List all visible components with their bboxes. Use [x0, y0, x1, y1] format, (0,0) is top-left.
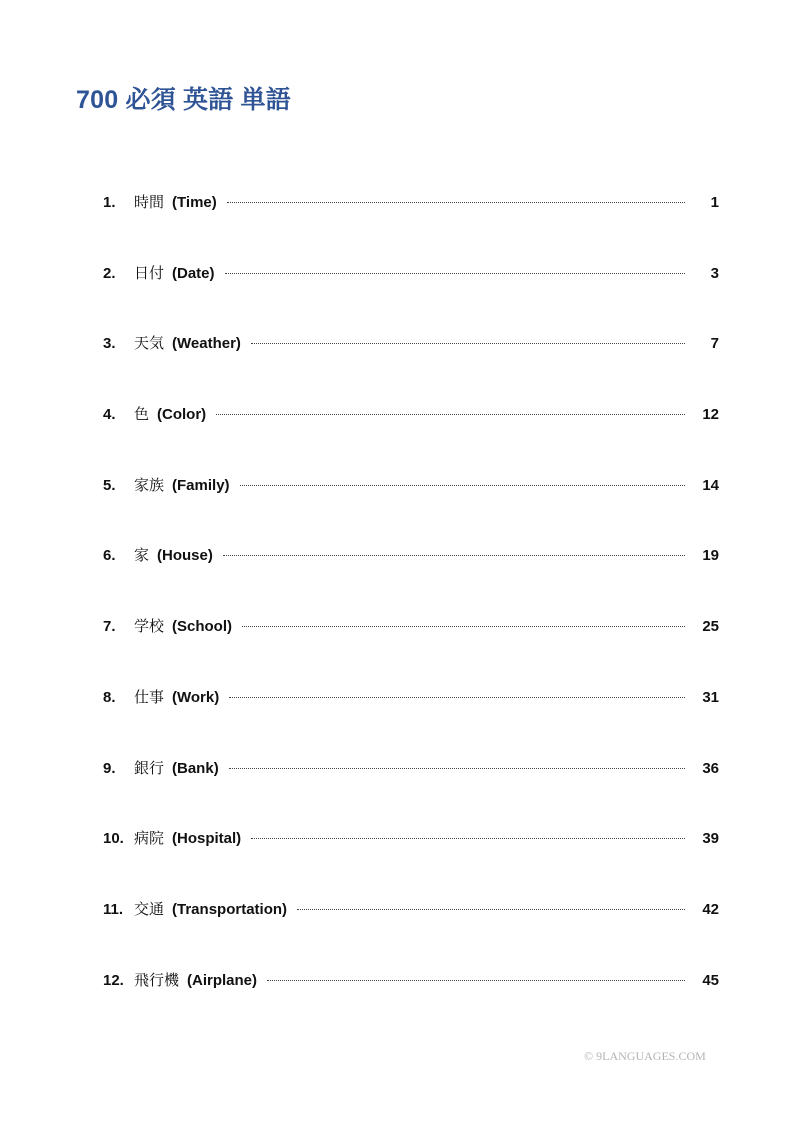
toc-entry-english: (Bank): [172, 759, 219, 777]
toc-entry-japanese: 家族: [134, 476, 165, 494]
toc-entry-japanese: 時間: [134, 194, 165, 211]
toc-entry-english: (Date): [172, 264, 215, 282]
toc-entry[interactable]: [103, 402, 719, 473]
page-title: 700 必須 英語 単語: [76, 86, 291, 114]
toc-entry-english: (Weather): [172, 335, 241, 353]
toc-entry-japanese: 交通: [134, 900, 165, 918]
toc-entry-number: 9.: [103, 759, 116, 777]
toc-entry-japanese: 病院: [134, 830, 165, 848]
toc-entry[interactable]: [103, 897, 719, 968]
toc-entry-number: 1.: [103, 194, 116, 211]
toc-entry-number: 11.: [103, 900, 124, 918]
toc-entry-page: 31: [702, 688, 719, 706]
toc-entry-english: (Hospital): [172, 830, 242, 848]
dot-leader: [225, 273, 685, 274]
toc-entry-english: (Time): [172, 194, 217, 211]
toc-entry-english: (House): [157, 547, 213, 565]
toc-entry-japanese: 飛行機: [134, 971, 180, 989]
toc-entry-number: 10.: [103, 830, 124, 848]
toc-entry-page: 12: [702, 406, 719, 424]
dot-leader: [251, 838, 685, 839]
dot-leader: [223, 555, 685, 556]
toc-entry-page: 7: [710, 335, 719, 353]
dot-leader: [242, 626, 685, 627]
toc-entry-page: 36: [702, 759, 719, 777]
toc-entry[interactable]: [103, 968, 719, 1039]
toc-entry-page: 3: [710, 264, 719, 282]
toc-entry-japanese: 色: [134, 406, 150, 424]
toc-entry-page: 19: [702, 547, 719, 565]
toc-entry-english: (Work): [172, 688, 220, 706]
toc-entry[interactable]: [103, 543, 719, 614]
dot-leader: [267, 980, 685, 981]
toc-entry[interactable]: [103, 331, 719, 402]
toc-entry-number: 4.: [103, 406, 116, 424]
toc-entry-number: 7.: [103, 618, 116, 636]
toc-entry-english: (School): [172, 618, 233, 636]
toc-entry-english: (Color): [157, 406, 207, 424]
toc-entry[interactable]: [103, 190, 719, 261]
toc-entry-japanese: 学校: [134, 618, 165, 636]
toc-entry-page: 42: [702, 900, 719, 918]
dot-leader: [240, 485, 685, 486]
toc-entry-number: 3.: [103, 335, 116, 353]
dot-leader: [227, 202, 685, 203]
table-of-contents: [103, 190, 719, 1038]
dot-leader: [216, 414, 685, 415]
toc-entry-japanese: 銀行: [134, 759, 165, 777]
footer-copyright: © 9LANGUAGES.COM: [584, 1049, 706, 1063]
toc-entry[interactable]: [103, 473, 719, 544]
toc-entry-page: 14: [702, 476, 719, 494]
toc-entry-number: 12.: [103, 971, 124, 989]
toc-entry-english: (Airplane): [187, 971, 258, 989]
toc-entry-page: 25: [702, 618, 719, 636]
toc-entry[interactable]: [103, 756, 719, 827]
toc-entry-japanese: 家: [134, 547, 150, 565]
toc-entry[interactable]: [103, 685, 719, 756]
toc-entry-page: 39: [702, 830, 719, 848]
toc-entry-japanese: 日付: [134, 264, 165, 282]
toc-entry-number: 6.: [103, 547, 116, 565]
toc-entry-page: 1: [710, 194, 719, 211]
toc-entry[interactable]: [103, 261, 719, 332]
dot-leader: [229, 697, 685, 698]
toc-entry[interactable]: [103, 826, 719, 897]
toc-entry-japanese: 天気: [134, 335, 165, 353]
toc-entry-japanese: 仕事: [134, 688, 165, 706]
toc-entry-page: 45: [702, 971, 719, 989]
toc-entry-number: 2.: [103, 264, 116, 282]
toc-entry-number: 5.: [103, 476, 116, 494]
toc-entry-english: (Transportation): [172, 900, 288, 918]
dot-leader: [251, 343, 685, 344]
toc-entry[interactable]: [103, 614, 719, 685]
dot-leader: [297, 909, 685, 910]
dot-leader: [229, 768, 685, 769]
toc-entry-english: (Family): [172, 476, 230, 494]
toc-entry-number: 8.: [103, 688, 116, 706]
